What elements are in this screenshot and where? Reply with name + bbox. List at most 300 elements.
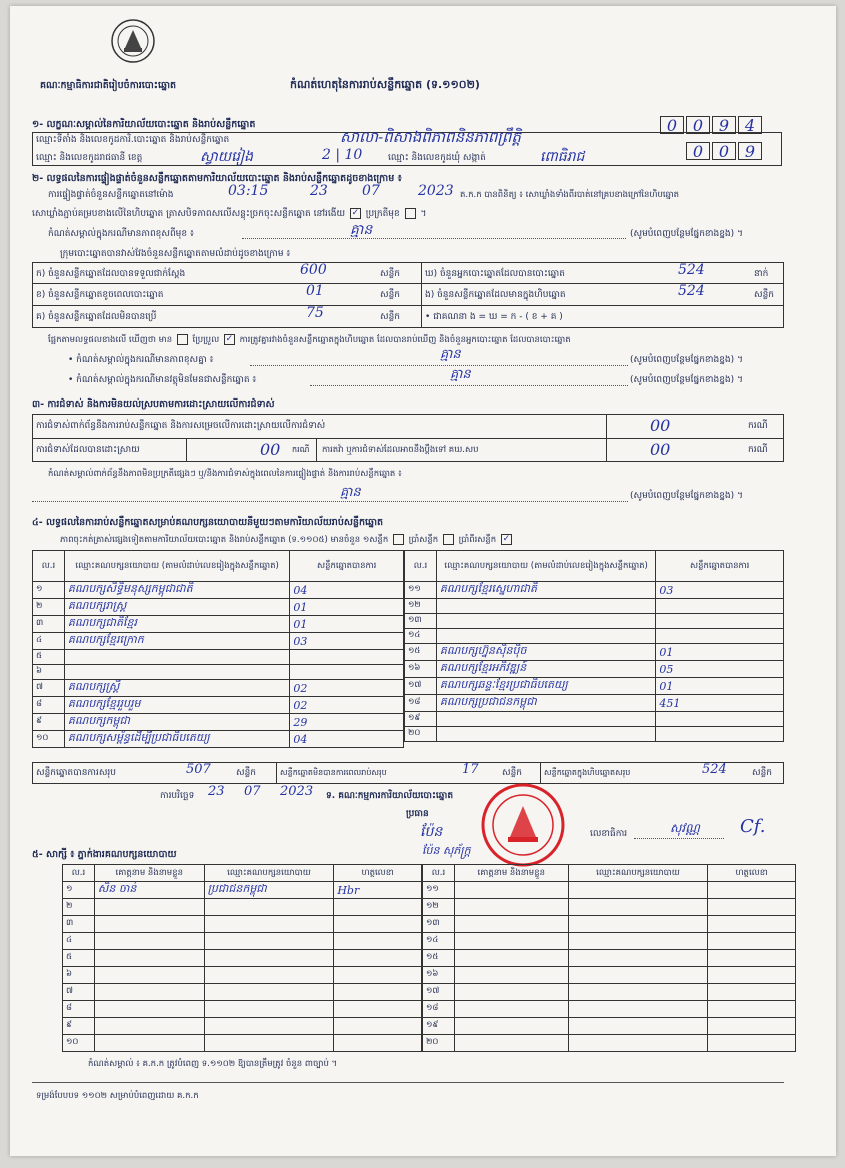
vote-count: 01 bbox=[290, 599, 404, 616]
row-number: ៦ bbox=[33, 665, 65, 680]
table-row bbox=[423, 1018, 796, 1035]
total-box-value: 524 bbox=[702, 762, 727, 777]
table-row bbox=[423, 899, 796, 916]
agent-name: សិន ចាន់ bbox=[94, 882, 204, 899]
results-table-left bbox=[32, 550, 404, 748]
total-invalid-label: សន្លឹកឆ្នោតមិនបានការពេលរាប់សរុប bbox=[280, 768, 387, 777]
total-valid-unit: សន្លឹក bbox=[236, 768, 256, 778]
vote-count: 01 bbox=[656, 644, 784, 661]
row-number: ១១ bbox=[405, 582, 437, 599]
witness-table-right bbox=[422, 864, 796, 1052]
col-no: ល.រ bbox=[63, 865, 95, 882]
agent-party: ប្រជាជនកម្ពុជា bbox=[204, 882, 334, 899]
table-row bbox=[33, 680, 404, 697]
agent-signature bbox=[334, 950, 422, 967]
annex-line-text: ភាពចុះកត់ត្រាស់ផ្សេងទៀតតាមការិយាល័យបោះឆ្នោត និងរាប់សន្លឹកឆ្នោត (ទ.១១០៥) មានចំនួន ១សន្លឹក bbox=[60, 535, 389, 545]
vote-count: 02 bbox=[290, 697, 404, 714]
col-votes: សន្លឹកឆ្នោតបានការ bbox=[290, 551, 404, 582]
vote-count bbox=[656, 614, 784, 629]
verify-time: 03:15 bbox=[228, 183, 269, 199]
count-row-received-label: ក) ចំនួនសន្លឹកឆ្នោតដែលបានទទួលជាក់ស្តែង bbox=[36, 269, 186, 279]
remark-label: កំណត់សម្គាល់ក្នុងករណីមានភាពខុសពីមុខ ៖ bbox=[48, 229, 194, 239]
agent-name bbox=[94, 933, 204, 950]
agent-name bbox=[94, 916, 204, 933]
vote-count: 29 bbox=[290, 714, 404, 731]
agent-party bbox=[568, 984, 708, 1001]
row-number: ៥ bbox=[63, 950, 95, 967]
row-number: ១៥ bbox=[423, 950, 455, 967]
table-row bbox=[405, 614, 784, 629]
agent-party bbox=[204, 1018, 334, 1035]
agent-signature bbox=[708, 984, 796, 1001]
object-remark-label: • កំណត់សម្គាល់ក្នុងករណីមានវត្ថុមិនមែនជាសន្លឹកឆ្នោត ៖ bbox=[68, 375, 257, 385]
remark-value: គ្មាន bbox=[350, 222, 373, 238]
chair-signature: ប៉ែន bbox=[420, 824, 443, 840]
results-table-right bbox=[404, 550, 784, 742]
agent-signature: Hbr bbox=[334, 882, 422, 899]
seal-checkbox-normal[interactable]: ✓ bbox=[351, 208, 360, 218]
party-name: គណបក្សជាតិខ្មែរ bbox=[64, 616, 289, 633]
agent-signature bbox=[708, 967, 796, 984]
col-sign: ហត្ថលេខា bbox=[334, 865, 422, 882]
party-name: គណបក្សខ្មែររួបរួម bbox=[64, 697, 289, 714]
totals-row bbox=[32, 762, 784, 784]
table-row bbox=[63, 1035, 422, 1052]
seal-line-text: សោឃ្លាំងភ្ជាប់គម្របខាងលើនៃហិបឆ្នោត ត្រាសបិទភាពសលើសន្លុះច្រកចុះសន្លឹកឆ្នោត នៅរងើយ bbox=[32, 209, 346, 219]
annex-checkbox-1[interactable] bbox=[393, 534, 404, 545]
agent-signature bbox=[334, 933, 422, 950]
party-name: គណបក្សខ្មែរស្នេហាជាតិ bbox=[436, 582, 655, 599]
col-no: ល.រ bbox=[405, 551, 437, 582]
party-name: គណបក្សរាស្រ្ត bbox=[64, 599, 289, 616]
table-row bbox=[423, 950, 796, 967]
witness-note: កំណត់សម្គាល់ ៖ គ.ក.ក ត្រូវបំពេញ ទ.១១០២ ឱ្យបានត្រឹមត្រូវ ចំនួន ពាច្បាប់ ។ bbox=[88, 1059, 338, 1069]
location-code-digit: 0 bbox=[686, 116, 710, 134]
agent-name bbox=[454, 882, 568, 899]
table-row bbox=[33, 633, 404, 650]
objection-note-line bbox=[32, 501, 628, 502]
objection-table-divider bbox=[186, 438, 187, 462]
count-row-received-value: 600 bbox=[300, 262, 327, 278]
agent-signature bbox=[334, 916, 422, 933]
province-label: ឈ្មោះ និងលេខកូដរាជធានី ខេត្ត bbox=[36, 153, 143, 163]
row-number: ២០ bbox=[423, 1035, 455, 1052]
agent-signature bbox=[334, 899, 422, 916]
vote-count bbox=[290, 665, 404, 680]
row-number: ៥ bbox=[33, 650, 65, 665]
row-number: ២០ bbox=[405, 727, 437, 742]
count-row-voters-unit: នាក់ bbox=[754, 269, 769, 279]
row-number: ៣ bbox=[63, 916, 95, 933]
agent-name bbox=[454, 1001, 568, 1018]
date-year: 2023 bbox=[280, 784, 314, 799]
match-checkbox-match[interactable]: ✓ bbox=[225, 334, 234, 344]
objection-table-rule bbox=[32, 438, 784, 439]
agent-party bbox=[204, 933, 334, 950]
table-row bbox=[63, 882, 422, 899]
party-name bbox=[436, 629, 655, 644]
vote-count bbox=[656, 727, 784, 742]
objection-appeal-label: ការតវ៉ា ឬការជំទាស់ដែលអាចនឹងប្តឹងទៅ គឃ.សប bbox=[322, 445, 479, 455]
vote-count: 01 bbox=[656, 678, 784, 695]
agent-signature bbox=[334, 1018, 422, 1035]
row-number: ១ bbox=[63, 882, 95, 899]
col-party: ឈ្មោះគណបក្សនយោបាយ bbox=[204, 865, 334, 882]
objection-total-value: 00 bbox=[650, 416, 671, 435]
count-row-unused-unit: សន្លឹក bbox=[380, 312, 400, 322]
diff-remark-line bbox=[250, 365, 628, 366]
row-number: ២ bbox=[63, 899, 95, 916]
agent-name bbox=[454, 984, 568, 1001]
party-name: គណបក្សកម្ពុជា bbox=[64, 714, 289, 731]
secretary-label: លេខាធិការ bbox=[590, 829, 628, 839]
verify-month: 07 bbox=[362, 183, 380, 199]
seal-option-end: ។ bbox=[420, 209, 427, 219]
commune-value: ពោធិរាជ bbox=[540, 149, 585, 165]
agent-signature bbox=[708, 950, 796, 967]
row-number: ១០ bbox=[63, 1035, 95, 1052]
seal-checkbox-other[interactable] bbox=[405, 208, 416, 219]
agent-signature bbox=[708, 1001, 796, 1018]
location-code-digit: 0 bbox=[660, 116, 684, 134]
footer-text: ទម្រង់បែបបទ ១១០២ សម្រាប់បំពេញដោយ គ.ក.ក bbox=[36, 1091, 199, 1101]
date-day: 23 bbox=[208, 784, 225, 799]
vote-count: 05 bbox=[656, 661, 784, 678]
agent-party bbox=[568, 882, 708, 899]
object-remark-line bbox=[310, 385, 628, 386]
count-row-spoiled-unit: សន្លឹក bbox=[380, 290, 400, 300]
table-row bbox=[405, 712, 784, 727]
row-number: ១៦ bbox=[423, 967, 455, 984]
form-title: កំណត់ហេតុនៃការរាប់សន្លឹកឆ្នោត (ទ.១១០២) bbox=[290, 78, 480, 91]
party-name: គណបក្សខ្មែរក្រោក bbox=[64, 633, 289, 650]
row-number: ១ bbox=[33, 582, 65, 599]
count-table-divider bbox=[421, 262, 422, 328]
diff-remark-note: (សូមបំពេញបន្ថែមផ្នែកខាងខ្នង) ។ bbox=[630, 355, 743, 365]
objection-resolved-label: ការជំទាស់ដែលបានដោះស្រាយ bbox=[36, 445, 140, 455]
row-number: ១១ bbox=[423, 882, 455, 899]
section4-heading: ៤- លទ្ធផលនៃការរាប់សន្លឹកឆ្នោតសម្រាប់គណបក្សនយោបាយនីមួយៗតាមការិយាល័យរាប់សន្លឹកឆ្នោត bbox=[32, 517, 384, 528]
table-row bbox=[63, 984, 422, 1001]
total-invalid-value: 17 bbox=[462, 762, 479, 777]
objection-resolved-value: 00 bbox=[260, 440, 281, 459]
total-box-label: សន្លឹកឆ្នោតក្នុងហិបឆ្នោតសរុប bbox=[544, 768, 631, 777]
party-name: គណបក្សឆន្ទៈខ្មែរប្រជាធិបតេយ្យ bbox=[436, 678, 655, 695]
objection-table-divider bbox=[316, 438, 317, 462]
annex-option-5: ប្រាំសន្លឹក bbox=[408, 535, 439, 545]
objection-total-label: ការជំទាស់ពាក់ព័ន្ធនឹងការរាប់សន្លឹកឆ្នោត និងការសម្រេចលើការដោះស្រាយលើការជំទាស់ bbox=[36, 421, 326, 431]
row-number: ៩ bbox=[33, 714, 65, 731]
row-number: ១៨ bbox=[405, 695, 437, 712]
annex-option-7: ប្រាំពីរសន្លឹក bbox=[458, 535, 497, 545]
col-votes: សន្លឹកឆ្នោតបានការ bbox=[656, 551, 784, 582]
section2-heading: ២- លទ្ធផលនៃការផ្ទៀងផ្ទាត់ចំនួនសន្លឹកឆ្នោតតាមការិយាល័យបោះឆ្នោត និងរាប់សន្លឹកឆ្នោតដូចខាងក្រោម ៖ bbox=[32, 173, 402, 184]
location-code-digit: 9 bbox=[712, 116, 736, 134]
table-row bbox=[423, 984, 796, 1001]
section1-heading: ១- លក្ខណៈសម្គាល់នៃការិយាល័យបោះឆ្នោត និងរាប់សន្លឹកឆ្នោត bbox=[32, 119, 256, 130]
objection-table-divider bbox=[606, 414, 607, 462]
count-row-received-unit: សន្លឹក bbox=[380, 269, 400, 279]
agent-signature bbox=[334, 1035, 422, 1052]
annex-line bbox=[60, 534, 514, 546]
agent-name bbox=[454, 1035, 568, 1052]
table-row bbox=[33, 697, 404, 714]
diff-remark-value: គ្មាន bbox=[440, 347, 461, 362]
table-row bbox=[405, 661, 784, 678]
total-valid-label: សន្លឹកឆ្នោតបានការសរុប bbox=[36, 768, 116, 778]
count-row-voters-value: 524 bbox=[678, 262, 705, 278]
party-name bbox=[64, 665, 289, 680]
date-month: 07 bbox=[244, 784, 261, 799]
count-row-spoiled-value: 01 bbox=[306, 283, 324, 299]
agent-signature bbox=[334, 1001, 422, 1018]
agent-party bbox=[204, 1035, 334, 1052]
table-row bbox=[33, 650, 404, 665]
table-row bbox=[33, 616, 404, 633]
match-option-match: ការត្រូវគ្នារវាងចំនួនសន្លឹកឆ្នោតក្នុងហិបឆ្នោត ដែលបានរាប់ឃើញ និងចំនួនអ្នកបោះឆ្នោត ដែលបានបោះឆ្នោត bbox=[239, 335, 571, 345]
agent-signature bbox=[334, 967, 422, 984]
row-number: ៧ bbox=[63, 984, 95, 1001]
table-row bbox=[33, 582, 404, 599]
agent-name bbox=[454, 933, 568, 950]
chair-name: ប៉ែន សុភ័ក្ត្រ bbox=[422, 844, 471, 857]
vote-count: 03 bbox=[656, 582, 784, 599]
remark-fill-note: (សូមបំពេញបន្ថែមផ្នែកខាងខ្នង) ។ bbox=[630, 229, 743, 239]
table-row bbox=[405, 644, 784, 661]
table-row bbox=[423, 1035, 796, 1052]
object-remark-note: (សូមបំពេញបន្ថែមផ្នែកខាងខ្នង) ។ bbox=[630, 375, 743, 385]
agent-signature bbox=[708, 882, 796, 899]
chair-label: ប្រធាន bbox=[406, 809, 429, 819]
verify-year: 2023 bbox=[418, 183, 454, 199]
province-code: 2 | 10 bbox=[322, 147, 363, 163]
match-line-text: ផ្អែកតាមលទ្ធផលខាងលើ ឃើញថា មាន bbox=[48, 335, 173, 345]
agent-name bbox=[94, 950, 204, 967]
party-name bbox=[436, 727, 655, 742]
count-row-inbox-value: 524 bbox=[678, 283, 705, 299]
agent-party bbox=[568, 1018, 708, 1035]
table-row bbox=[405, 678, 784, 695]
footer-rule bbox=[32, 1082, 784, 1083]
table-row bbox=[423, 967, 796, 984]
agent-party bbox=[204, 950, 334, 967]
agent-name bbox=[94, 967, 204, 984]
table-row bbox=[423, 1001, 796, 1018]
table-row bbox=[63, 950, 422, 967]
location-code-digit: 4 bbox=[738, 116, 762, 134]
witness-table-left bbox=[62, 864, 422, 1052]
verify-line-end: ត.ក.ក បានពិនិត្យ ៖ សោឃ្លាំងទាំងពីរបាត់នៅគ្របខាងក្រៅនៃហិបឆ្នោត bbox=[460, 190, 680, 200]
table-row bbox=[63, 967, 422, 984]
table-row bbox=[405, 599, 784, 614]
col-sign: ហត្ថលេខា bbox=[708, 865, 796, 882]
count-row-spoiled-label: ខ) ចំនួនសន្លឹកឆ្នោតខូចពេលបោះឆ្នោត bbox=[36, 290, 164, 300]
agent-signature bbox=[708, 916, 796, 933]
row-number: ៤ bbox=[63, 933, 95, 950]
party-name: គណបក្សសិទ្ធិមនុស្សកម្ពុជាជាតិ bbox=[64, 582, 289, 599]
emblem-icon bbox=[110, 18, 156, 64]
commune-label: ឈ្មោះ និងលេខកូដឃុំ សង្កាត់ bbox=[388, 153, 486, 163]
row-number: ១៩ bbox=[405, 712, 437, 727]
secretary-line bbox=[634, 838, 724, 839]
row-number: ១៤ bbox=[405, 629, 437, 644]
table-row bbox=[405, 727, 784, 742]
results-header-row bbox=[33, 551, 404, 582]
row-number: ១៤ bbox=[423, 933, 455, 950]
party-name: គណបក្សសម្ព័ន្ធដើម្បីប្រជាធិបតេយ្យ bbox=[64, 731, 289, 748]
witness-header-row bbox=[423, 865, 796, 882]
form-page bbox=[10, 6, 836, 1156]
remark-dotted-line bbox=[242, 238, 626, 239]
agent-party bbox=[204, 1001, 334, 1018]
secretary-name: សុវណ្ណ bbox=[670, 821, 700, 835]
col-name: គោត្តនាម និងនាមខ្លួន bbox=[454, 865, 568, 882]
count-row-inbox-unit: សន្លឹក bbox=[754, 290, 774, 300]
vote-count: 451 bbox=[656, 695, 784, 712]
table-row bbox=[63, 1018, 422, 1035]
verify-day: 23 bbox=[310, 183, 328, 199]
diff-remark-label: • កំណត់សម្គាល់ក្នុងករណីមានភាពខុសគ្នា ៖ bbox=[68, 355, 214, 365]
commune-code-digit: 0 bbox=[712, 142, 736, 160]
seal-line bbox=[32, 208, 426, 220]
table-row bbox=[405, 695, 784, 712]
row-number: ១៨ bbox=[423, 1001, 455, 1018]
vote-count: 01 bbox=[290, 616, 404, 633]
row-number: ៦ bbox=[63, 967, 95, 984]
col-party: ឈ្មោះគណបក្សនយោបាយ bbox=[568, 865, 708, 882]
section3-heading: ៣- ការជំទាស់ និងការមិនយល់ស្របតាមការដោះស្រាយលើការជំទាស់ bbox=[32, 399, 275, 410]
objection-appeal-unit: ករណី bbox=[748, 445, 768, 455]
row-number: ១៩ bbox=[423, 1018, 455, 1035]
agent-party bbox=[568, 950, 708, 967]
vote-count bbox=[656, 599, 784, 614]
vote-count bbox=[290, 650, 404, 665]
agent-name bbox=[454, 967, 568, 984]
party-name bbox=[436, 712, 655, 727]
agent-party bbox=[568, 1035, 708, 1052]
section5-heading: ៥- សាក្សី ៖ ភ្នាក់ងារគណបក្សនយោបាយ bbox=[32, 849, 177, 860]
agent-name bbox=[454, 916, 568, 933]
row-number: ១២ bbox=[423, 899, 455, 916]
table-row bbox=[405, 629, 784, 644]
objection-total-unit: ករណី bbox=[748, 421, 768, 431]
committee-label: ទ. គណៈកម្មការការិយាល័យបោះឆ្នោត bbox=[326, 791, 454, 801]
seal-option-normal: ប្រក្រតីមុខ bbox=[365, 209, 400, 219]
agent-party bbox=[204, 899, 334, 916]
total-valid-value: 507 bbox=[186, 762, 211, 777]
agent-party bbox=[568, 1001, 708, 1018]
agent-party bbox=[568, 933, 708, 950]
count-row-voters-label: ឃ) ចំនួនអ្នកបោះឆ្នោតដែលបានបោះឆ្នោត bbox=[425, 269, 565, 279]
col-no: ល.រ bbox=[423, 865, 455, 882]
vote-count: 02 bbox=[290, 680, 404, 697]
table-row bbox=[33, 599, 404, 616]
agent-name bbox=[454, 899, 568, 916]
objection-note-fill: (សូមបំពេញបន្ថែមផ្នែកខាងខ្នង) ។ bbox=[630, 491, 743, 501]
table-row bbox=[33, 714, 404, 731]
row-number: ៧ bbox=[33, 680, 65, 697]
party-name bbox=[64, 650, 289, 665]
location-label: ឈ្មោះទីតាំង និងលេខកូដការិ.បោះឆ្នោត និងរាប់សន្លឹកឆ្នោត bbox=[36, 135, 230, 145]
row-number: ៨ bbox=[63, 1001, 95, 1018]
table-row bbox=[63, 1001, 422, 1018]
agent-party bbox=[568, 967, 708, 984]
count-row-unused-label: គ) ចំនួនសន្លឹកឆ្នោតដែលមិនបានប្រើ bbox=[36, 312, 157, 322]
province-value: ស្វាយរៀង bbox=[200, 149, 254, 165]
agent-party bbox=[204, 916, 334, 933]
vote-count: 04 bbox=[290, 731, 404, 748]
count-row-inbox-label: ង) ចំនួនសន្លឹកឆ្នោតដែលមានក្នុងហិបឆ្នោត bbox=[425, 290, 566, 300]
match-option-diff: ប្រែប្រួល bbox=[192, 335, 220, 345]
vote-count bbox=[656, 629, 784, 644]
col-party: ឈ្មោះគណបក្សនយោបាយ (តាមលំដាប់លេខរៀងក្នុងសន្លឹកឆ្នោត) bbox=[436, 551, 655, 582]
agent-party bbox=[204, 984, 334, 1001]
table-row bbox=[423, 933, 796, 950]
table-row bbox=[33, 731, 404, 748]
table-row bbox=[423, 916, 796, 933]
party-name: គណបក្សប្រជាជនកម្ពុជា bbox=[436, 695, 655, 712]
object-remark-value: គ្មាន bbox=[450, 367, 471, 382]
agent-name bbox=[454, 1018, 568, 1035]
verify-line-label: ការផ្ទៀងផ្ទាត់ចំនួនសន្លឹកឆ្នោតនៅម៉ោង bbox=[48, 190, 174, 200]
col-name: គោត្តនាម និងនាមខ្លួន bbox=[94, 865, 204, 882]
agent-name bbox=[94, 1018, 204, 1035]
count-intro: ក្រុមបោះឆ្នោតបានវាស់វែងចំនួនសន្លឹកឆ្នោតតាមលំដាប់ដូចខាងក្រោម ៖ bbox=[60, 249, 291, 259]
col-no: ល.រ bbox=[33, 551, 65, 582]
party-name: គណបក្សស្រ្តី bbox=[64, 680, 289, 697]
count-formula: • ជាគណនា ង = ឃ = ក - ( ខ + គ ) bbox=[425, 312, 563, 322]
total-box-unit: សន្លឹក bbox=[752, 768, 772, 778]
annex-checkbox-3[interactable]: ✓ bbox=[502, 534, 511, 544]
agent-name bbox=[454, 950, 568, 967]
count-row-unused-value: 75 bbox=[306, 305, 324, 321]
totals-divider bbox=[276, 762, 277, 784]
match-checkbox-diff[interactable] bbox=[177, 334, 188, 345]
row-number: ១៣ bbox=[423, 916, 455, 933]
match-line bbox=[48, 334, 571, 346]
commune-code-digit: 9 bbox=[738, 142, 762, 160]
row-number: ៣ bbox=[33, 616, 65, 633]
date-label: ការបរិច្ឆេទ bbox=[160, 791, 195, 801]
results-header-row bbox=[405, 551, 784, 582]
party-name: គណបក្សហ្វ៊ុនស៊ិនប៉ិច bbox=[436, 644, 655, 661]
table-row bbox=[33, 665, 404, 680]
agent-name bbox=[94, 1035, 204, 1052]
vote-count: 04 bbox=[290, 582, 404, 599]
total-invalid-unit: សន្លឹក bbox=[502, 768, 522, 778]
row-number: ១៧ bbox=[423, 984, 455, 1001]
witness-header-row bbox=[63, 865, 422, 882]
row-number: ១២ bbox=[405, 599, 437, 614]
table-row bbox=[63, 933, 422, 950]
row-number: ៩ bbox=[63, 1018, 95, 1035]
row-number: ១៥ bbox=[405, 644, 437, 661]
annex-checkbox-2[interactable] bbox=[443, 534, 454, 545]
table-row bbox=[63, 916, 422, 933]
row-number: ១៦ bbox=[405, 661, 437, 678]
agent-name bbox=[94, 899, 204, 916]
objection-resolved-unit: ករណី bbox=[292, 445, 310, 454]
totals-divider bbox=[540, 762, 541, 784]
row-number: ៨ bbox=[33, 697, 65, 714]
table-row bbox=[405, 582, 784, 599]
vote-count: 03 bbox=[290, 633, 404, 650]
col-party: ឈ្មោះគណបក្សនយោបាយ (តាមលំដាប់លេខរៀងក្នុងសន្លឹកឆ្នោត) bbox=[64, 551, 289, 582]
row-number: ២ bbox=[33, 599, 65, 616]
vote-count bbox=[656, 712, 784, 727]
location-value: សាលា-ពិសាងពិភាពនិនភាពព្រឹត្ដិ bbox=[340, 128, 521, 146]
agent-signature bbox=[708, 1035, 796, 1052]
